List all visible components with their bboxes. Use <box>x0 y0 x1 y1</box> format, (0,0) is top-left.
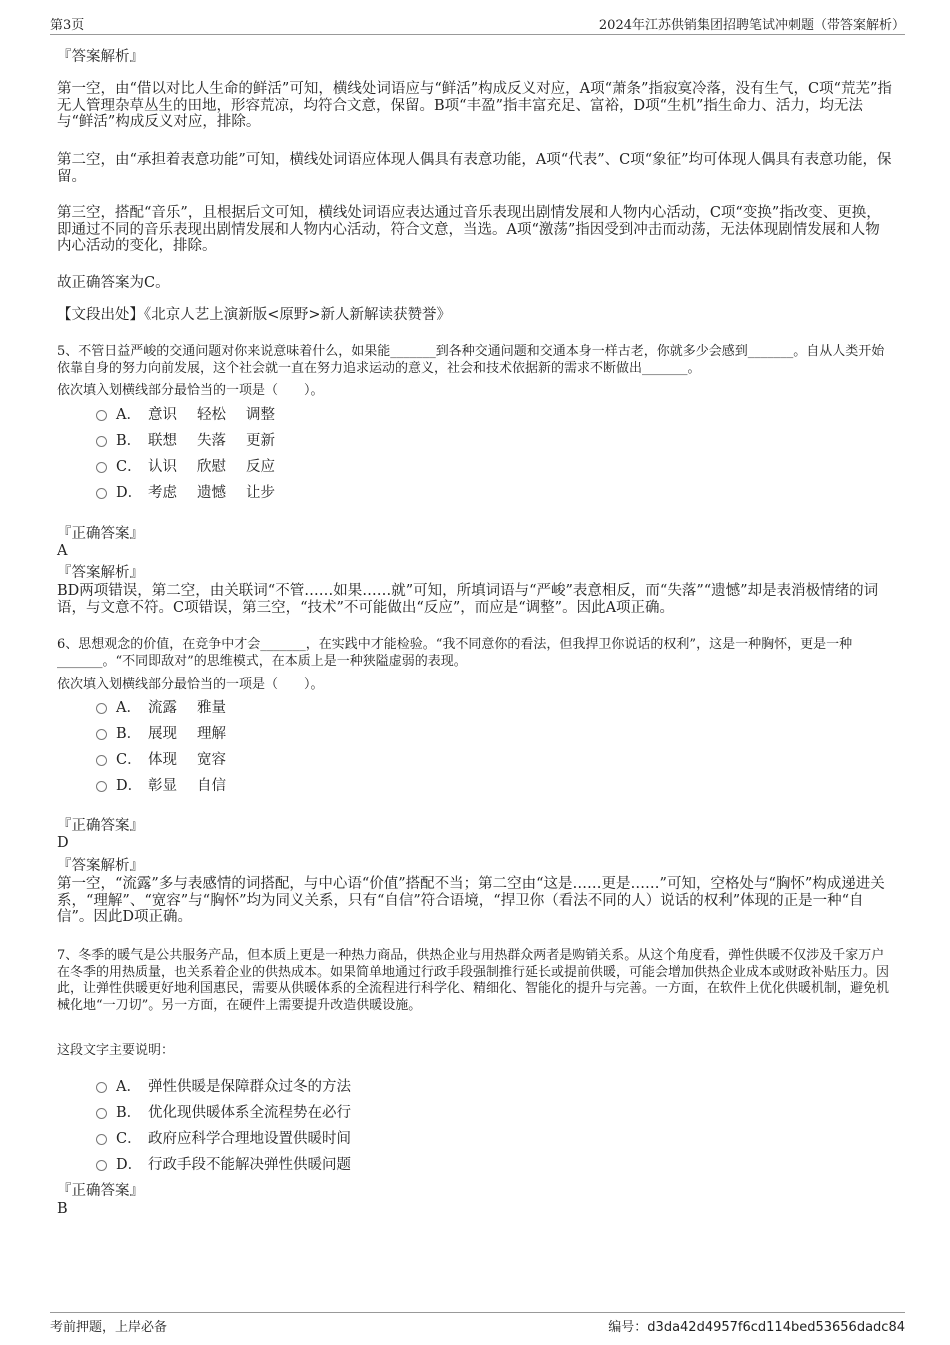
q7-option-c[interactable]: C． 政府应科学合理地设置供暖时间 <box>96 1127 351 1147</box>
q7-prompt: 这段文字主要说明： <box>57 1043 175 1058</box>
radio-button[interactable] <box>96 703 107 714</box>
q5-option-b[interactable]: B． 联想 失落 更新 <box>96 429 275 449</box>
q7-option-a[interactable]: A． 弹性供暖是保障群众过冬的方法 <box>96 1075 351 1095</box>
footer-code-label: 编号： <box>608 1320 648 1335</box>
q5-option-c[interactable]: C． 认识 欣慰 反应 <box>96 455 275 475</box>
radio-button[interactable] <box>96 755 107 766</box>
q7-answer: B <box>57 1201 68 1217</box>
radio-button[interactable] <box>96 1082 107 1093</box>
radio-button[interactable] <box>96 436 107 447</box>
footer-code-value: d3da42d4957f6cd114bed53656dadc84 <box>647 1320 905 1335</box>
q7-option-d[interactable]: D． 行政手段不能解决弹性供暖问题 <box>96 1153 351 1173</box>
q6-option-d[interactable]: D． 彰显 自信 <box>96 774 226 794</box>
q4-source: 【文段出处】《北京人艺上演新版<原野>新人新解读获赞誉》 <box>57 307 452 323</box>
q6-answer-title: 『正确答案』 <box>57 818 144 834</box>
q7-option-b[interactable]: B． 优化现供暖体系全流程势在必行 <box>96 1101 351 1121</box>
document-title: 2024年江苏供销集团招聘笔试冲刺题（带答案解析） <box>598 18 905 33</box>
q6-analysis-title: 『答案解析』 <box>57 858 144 874</box>
q6-prompt: 依次填入划横线部分最恰当的一项是（ ）。 <box>57 677 324 692</box>
q5-answer-title: 『正确答案』 <box>57 526 144 542</box>
radio-button[interactable] <box>96 781 107 792</box>
q6-answer: D <box>57 835 69 851</box>
q5-option-a[interactable]: A． 意识 轻松 调整 <box>96 403 275 423</box>
q6-option-a[interactable]: A． 流露 雅量 <box>96 696 226 716</box>
page-number: 第3页 <box>50 18 85 33</box>
radio-button[interactable] <box>96 1108 107 1119</box>
q7-answer-title: 『正确答案』 <box>57 1183 144 1199</box>
q5-analysis: BD两项错误，第二空，由关联词“不管……如果……就”可知，所填词语与“严峻”表意相反，而“失落”“遗憾”却是表消极情绪的词语，与文意不符。C项错误，第三空，“技术”不可能做出“反应”，而应是“调整”。因此A项正确。 <box>57 583 879 616</box>
radio-button[interactable] <box>96 462 107 473</box>
q4-analysis-p3: 第三空，搭配“音乐”，且根据后文可知，横线处词语应表达通过音乐表现出剧情发展和人物内心活动，C项“变换”指改变、更换，即通过不同的音乐表现出剧情发展和人物内心活动，符合文意，当选。A项“激荡”指因受到冲击而动荡，无法体现剧情发展和人物内心活动的变化，排除。 <box>57 205 881 254</box>
page-header <box>50 12 905 35</box>
q5-answer: A <box>57 543 68 559</box>
page-footer <box>50 1312 905 1337</box>
q4-analysis-p1: 第一空，由“借以对比人生命的鲜活”可知，横线处词语应与“鲜活”构成反义对应，A项“萧条”指寂寞冷落，没有生气，C项“荒芜”指无人管理杂草丛生的田地，形容荒凉，均符合文意，保留。B项“丰盈”指丰富充足、富裕，D项“生机”指生命力、活力，均无法与“鲜活”构成反义对应，排除。 <box>57 81 892 130</box>
q5-analysis-title: 『答案解析』 <box>57 565 144 581</box>
q6-option-b[interactable]: B． 展现 理解 <box>96 722 226 742</box>
q6-analysis: 第一空，“流露”多与表感情的词搭配，与中心语“价值”搭配不当；第二空由“这是……更是……”可知，空格处与“胸怀”构成递进关系，“理解”、“宽容”与“胸怀”均为同义关系，只有“自信”符合语境，“捍卫你（看法不同的人）说话的权利”体现的正是一种“自信”。因此D项正确。 <box>57 876 885 925</box>
q5-stem: 5、不管日益严峻的交通问题对你来说意味着什么，如果能_______到各种交通问题和交通本身一样古老，你就多少会感到_______。自从人类开始依靠自身的努力向前发展，这个社会就一直在努力追求运动的意义，社会和技术依据新的需求不断做出_______。 <box>57 344 885 376</box>
radio-button[interactable] <box>96 729 107 740</box>
radio-button[interactable] <box>96 1134 107 1145</box>
q6-option-c[interactable]: C． 体现 宽容 <box>96 748 226 768</box>
q7-stem: 7、冬季的暖气是公共服务产品，但本质上更是一种热力商品，供热企业与用热群众两者是购销关系。从这个角度看，弹性供暖不仅涉及千家万户在冬季的用热质量，也关系着企业的供热成本。如果简单地通过行政手段强制推行延长或提前供暖，可能会增加供热企业成本或财政补贴压力。因此，让弹性供暖更好地利国惠民，需要从供暖体系的全流程进行科学化、精细化、智能化的提升与完善。一方面，在软件上优化供暖机制，避免机械化地“一刀切”。另一方面，在硬件上需要提升改造供暖设施。 <box>57 948 890 1013</box>
radio-button[interactable] <box>96 1160 107 1171</box>
q6-stem: 6、思想观念的价值，在竞争中才会_______，在实践中才能检验。“我不同意你的看法，但我捍卫你说话的权利”，这是一种胸怀，更是一种_______。“不同即敌对”的思维模式，在本质上是一种狭隘虚弱的表现。 <box>57 637 853 669</box>
footer-code <box>608 1316 905 1335</box>
q4-analysis-title: 『答案解析』 <box>57 49 144 65</box>
q5-prompt: 依次填入划横线部分最恰当的一项是（ ）。 <box>57 383 324 398</box>
footer-slogan: 考前押题，上岸必备 <box>50 1320 168 1335</box>
radio-button[interactable] <box>96 410 107 421</box>
radio-button[interactable] <box>96 488 107 499</box>
q4-analysis-p2: 第二空，由“承担着表意功能”可知，横线处词语应体现人偶具有表意功能，A项“代表”、C项“象征”均可体现人偶具有表意功能，保留。 <box>57 152 892 185</box>
q4-conclusion: 故正确答案为C。 <box>57 275 170 291</box>
q5-option-d[interactable]: D． 考虑 遗憾 让步 <box>96 481 275 501</box>
